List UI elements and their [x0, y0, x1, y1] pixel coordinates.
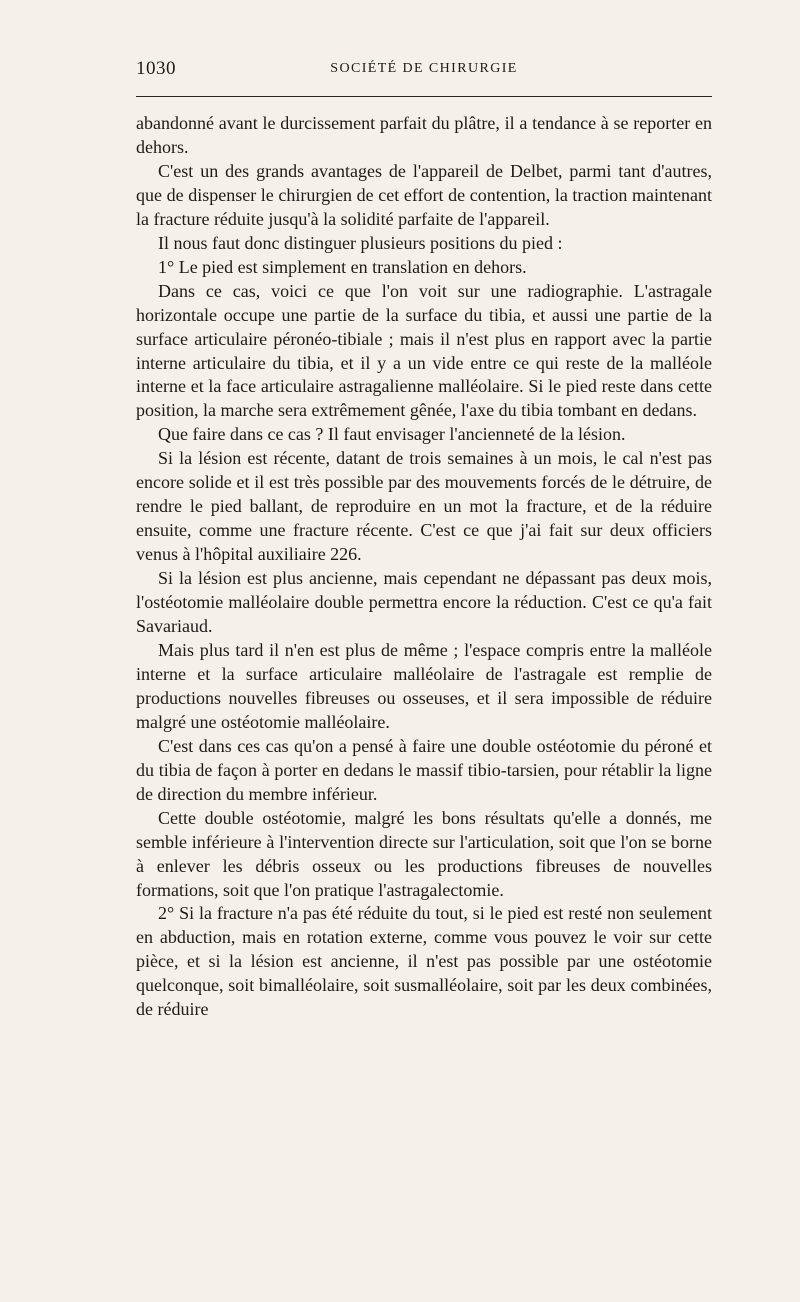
- paragraph: 2° Si la fracture n'a pas été réduite du tout, si le pied est resté non seulement en abduction, mais en rotation externe, comme vous pouvez le voir sur cette pièce, et si la lésion est ancienne, il n'est pas possible par une ostéotomie quelconque, soit bimalléolaire, soit susmalléolaire, soit par les deux combinées, de réduire: [136, 903, 712, 1020]
- paragraph: Mais plus tard il n'en est plus de même ; l'espace compris entre la malléole interne et la surface articulaire malléolaire de l'astragale est remplie de productions nouvelles fibreuses ou osseuses, et il sera impossible de réduire malgré une ostéotomie malléolaire.: [136, 639, 712, 732]
- header-rule: [136, 96, 712, 97]
- paragraph: Si la lésion est récente, datant de trois semaines à un mois, le cal n'est pas encore solide et il est très possible par des mouvements forcés de le détruire, de rendre le pied ballant, de reproduire en un mot la fracture, et de la réduire ensuite, comme une fracture récente. C'est ce que j'ai fait sur deux officiers venus à l'hôpital auxiliaire 226.: [136, 448, 712, 565]
- paragraph: Il nous faut donc distinguer plusieurs positions du pied :: [158, 232, 563, 253]
- page-number: 1030: [136, 58, 176, 79]
- body-text: [136, 112, 712, 1022]
- paragraph-continuation: abandonné avant le durcissement parfait du plâtre, il a tendance à se reporter en dehors.: [136, 113, 712, 157]
- page-header: [136, 58, 712, 88]
- paragraph: Cette double ostéotomie, malgré les bons résultats qu'elle a donnés, me semble inférieure à l'intervention directe sur l'articulation, soit que l'on se borne à enlever les débris osseux ou les productions fibreuses de nouvelles formations, soit que l'on pratique l'astragalectomie.: [136, 807, 712, 900]
- paragraph: C'est un des grands avantages de l'appareil de Delbet, parmi tant d'autres, que de dispenser le chirurgien de cet effort de contention, la traction maintenant la fracture réduite jusqu'à la solidité parfaite de l'appareil.: [136, 160, 712, 229]
- paragraph: 1° Le pied est simplement en translation en dehors.: [158, 256, 527, 277]
- running-title: SOCIÉTÉ DE CHIRURGIE: [330, 61, 518, 76]
- paragraph: C'est dans ces cas qu'on a pensé à faire une double ostéotomie du péroné et du tibia de façon à porter en dedans le massif tibio-tarsien, pour rétablir la ligne de direction du membre inférieur.: [136, 735, 712, 804]
- paragraph: Si la lésion est plus ancienne, mais cependant ne dépassant pas deux mois, l'ostéotomie malléolaire double permettra encore la réduction. C'est ce qu'a fait Savariaud.: [136, 568, 712, 637]
- paragraph: Que faire dans ce cas ? Il faut envisager l'ancienneté de la lésion.: [158, 424, 626, 445]
- paragraph: Dans ce cas, voici ce que l'on voit sur une radiographie. L'astragale horizontale occupe une partie de la surface du tibia, et aussi une partie de la surface articulaire péronéo-tibiale ; mais il n'est plus en rapport avec la partie interne articulaire du tibia, et il y a un vide entre ce qui reste de la malléole interne et la face articulaire astragalienne malléolaire. Si le pied reste dans cette position, la marche sera extrêmement gênée, l'axe du tibia tombant en dedans.: [136, 280, 712, 421]
